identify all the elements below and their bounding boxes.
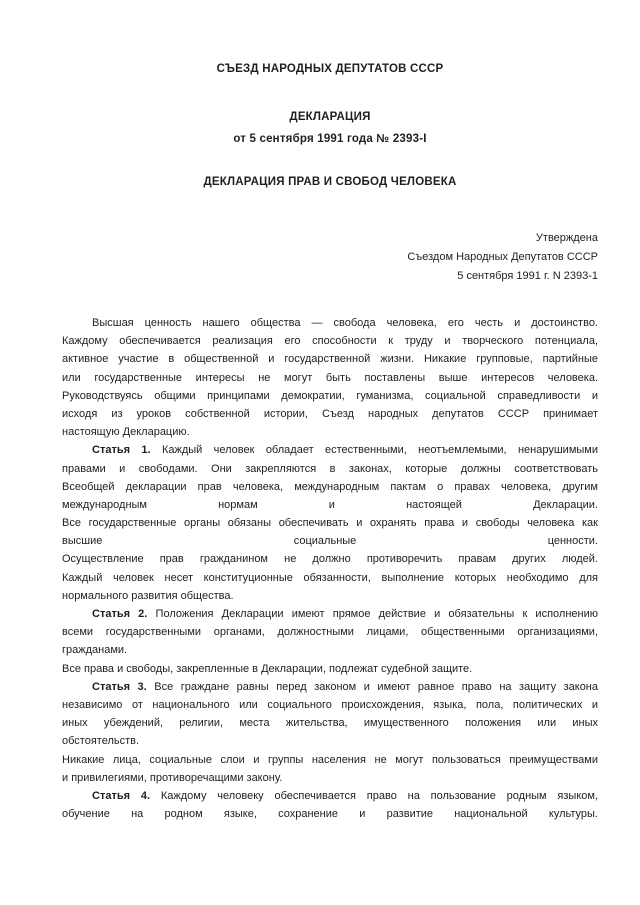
body-line	[62, 460, 598, 478]
body-line	[62, 387, 598, 405]
body-line-text: Высшая ценность нашего общества — свобода человека, его честь и достоинство.	[92, 317, 598, 329]
body-line	[62, 314, 598, 332]
body-line-text: правами и свободами. Они закрепляются в законах, которые должны соответствовать	[62, 462, 598, 475]
body-line	[62, 623, 598, 641]
body-line	[62, 496, 598, 514]
document-org-heading: СЪЕЗД НАРОДНЫХ ДЕПУТАТОВ СССР	[216, 63, 444, 75]
body-line	[62, 514, 598, 532]
body-line	[62, 532, 598, 550]
body-line-text: Все права и свободы, закрепленные в Декларации, подлежат судебной защите.	[62, 662, 473, 675]
body-line-text: и привилегиями, противоречащими закону.	[62, 771, 283, 784]
body-line	[62, 605, 598, 623]
approval-line-org: Съездом Народных Депутатов СССР	[407, 251, 598, 263]
body-line	[62, 350, 598, 368]
body-line	[62, 587, 598, 605]
body-line	[62, 732, 598, 750]
body-line-text: обстоятельств.	[62, 735, 140, 748]
body-line	[62, 678, 598, 696]
body-line	[62, 696, 598, 714]
document-number-line: от 5 сентября 1991 года № 2393-I	[233, 133, 427, 145]
body-line	[62, 769, 598, 787]
body-line-text: иных убеждений, религии, места жительства, имущественного положения или иных	[62, 717, 598, 730]
approval-block	[62, 229, 598, 286]
body-line-text: высшие социальные ценности.	[62, 535, 598, 548]
body-line-text: Каждый человек несет конституционные обязанности, выполнение которых необходимо для	[62, 571, 598, 584]
body-line	[62, 660, 598, 678]
body-line-text: обучение на родном языке, сохранение и развитие национальной культуры.	[62, 808, 598, 821]
body-line-text: Всеобщей декларации прав человека, международным пактам о правах человека, другим	[62, 480, 598, 493]
body-line	[62, 641, 598, 659]
approval-line-status: Утверждена	[535, 232, 598, 244]
body-line-text: гражданами.	[62, 644, 128, 657]
body-line	[62, 787, 598, 805]
article-label: Статья 2.	[92, 608, 148, 620]
body-line-text: Каждый человек обладает естественными, неотъемлемыми, ненарушимыми	[161, 444, 598, 457]
body-line-text: настоящую Декларацию.	[62, 426, 190, 439]
document-body	[62, 314, 598, 823]
document-title: ДЕКЛАРАЦИЯ ПРАВ И СВОБОД ЧЕЛОВЕКА	[203, 176, 457, 188]
body-line-text: Все граждане равны перед законом и имеют равное право на защиту закона	[154, 680, 598, 693]
body-line	[62, 441, 598, 459]
body-line	[62, 478, 598, 496]
body-line	[62, 550, 598, 568]
body-line-text: Руководствуясь общими принципами демократии, гуманизма, социальной справедливости и	[62, 389, 598, 402]
body-line-text: исходя из уроков собственной истории, Съезд народных депутатов СССР принимает	[62, 407, 598, 420]
body-line-text: международным нормам и настоящей Декларации.	[62, 498, 598, 511]
article-label: Статья 3.	[92, 680, 147, 693]
article-label: Статья 1.	[92, 444, 151, 457]
body-line-text: Осуществление прав гражданином не должно противоречить правам других людей.	[62, 553, 598, 566]
body-line-text: нормального развития общества.	[62, 589, 234, 602]
body-line-text: Положения Декларации имеют прямое действие и обязательны к исполнению	[155, 608, 598, 620]
body-line-text: независимо от национального или социального происхождения, языка, пола, политических и	[62, 698, 598, 711]
body-line	[62, 569, 598, 587]
body-line-text: или государственные интересы не могут быть поставлены выше интересов человека.	[62, 371, 598, 384]
body-line	[62, 751, 598, 769]
body-line	[62, 405, 598, 423]
approval-line-date: 5 сентября 1991 г. N 2393-1	[457, 270, 598, 282]
body-line	[62, 423, 598, 441]
body-line	[62, 714, 598, 732]
body-line-text: Все государственные органы обязаны обеспечивать и охранять права и свободы человека как	[62, 517, 598, 530]
body-line-text: всеми государственными органами, должностными лицами, общественными организациями,	[62, 626, 598, 639]
document-type-heading: ДЕКЛАРАЦИЯ	[289, 111, 371, 123]
body-line-text: Каждому человеку обеспечивается право на пользование родным языком,	[160, 789, 598, 802]
body-line-text: Каждому обеспечивается реализация его способности к труду и творческого потенциала,	[62, 335, 598, 348]
article-label: Статья 4.	[92, 789, 151, 802]
body-line	[62, 369, 598, 387]
body-line-text: Никакие лица, социальные слои и группы населения не могут пользоваться преимуществами	[62, 753, 598, 766]
body-line-text: активное участие в общественной и государственной жизни. Никакие групповые, партийные	[62, 353, 598, 366]
body-line	[62, 332, 598, 350]
body-line	[62, 805, 598, 823]
